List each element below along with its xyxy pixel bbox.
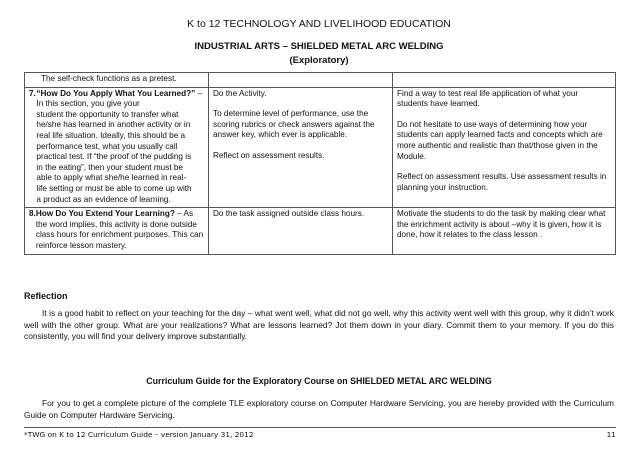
table-cell (209, 208, 393, 254)
step-text-line: practical test. If “the proof of the pudding is (36, 152, 192, 162)
table-cell (25, 87, 209, 208)
step-text-line: real life situation. Ideally, this should be a (36, 130, 186, 140)
curriculum-guide-paragraph: For you to get a complete picture of the complete TLE exploratory course on Computer Hardware Servicing, you are hereby provided with the Curriculum Guide on Computer Hardware Servicing. (24, 398, 614, 420)
table-cell (393, 208, 616, 254)
table-cell (25, 208, 209, 254)
table-cell (209, 87, 393, 208)
footer-version-note: *TWG on K to 12 Curriculum Guide – version January 31, 2012 (24, 430, 254, 439)
table-cell (209, 73, 393, 88)
document-header-title: K to 12 TECHNOLOGY AND LIVELIHOOD EDUCATION (187, 18, 451, 30)
teacher-action: Do the task assigned outside class hours. (213, 209, 365, 219)
step-text-line: a product as an evidence of learning. (36, 194, 171, 204)
page-number: 11 (606, 430, 616, 439)
table-cell (393, 87, 616, 208)
step-description (36, 209, 204, 251)
teacher-note: Reflect on assessment results. Use assessment results in planning your instruction. (397, 172, 607, 192)
step-text-line: able to apply what she/he learned in real- (36, 173, 187, 183)
step-number: 8. (29, 209, 36, 219)
step-text-line: life setting or must be able to come up with (36, 183, 192, 193)
teacher-note: Do not hesitate to use ways of determining how your students can apply learned facts and concepts which are more authentic and realistic than that/those given in the Module. (397, 119, 603, 161)
page-footer (24, 427, 616, 439)
cell-text: The self-check functions as a pretest. (41, 74, 177, 83)
reflection-heading: Reflection (24, 291, 68, 301)
table-row (25, 73, 616, 88)
lesson-guide-table (24, 72, 616, 255)
step-text: – As the word implies, this activity is done outside class hours for enrichment purposes. This can reinforce lesson mastery. (35, 209, 204, 250)
table-row (25, 87, 616, 208)
step-text-line: he/she has learned in another activity or in (36, 120, 191, 130)
teacher-note: Find a way to test real life application of what your students have learned. (397, 88, 579, 109)
table-cell (393, 73, 616, 88)
reflection-paragraph: It is a good habit to reflect on your teaching for the day – what went well, what did not go well, why this activity went well with this group, why it didn’t work well with the other group. What are your realizations? What are lessons learned? Jot them down in your diary. Commit them to your memory. If you do this consistently, you will find your delivery improve substantially. (24, 308, 614, 341)
step-number: 7. (29, 88, 36, 98)
step-7 (29, 89, 204, 206)
step-text-line: – In this section, you give your (36, 88, 203, 109)
step-8 (29, 209, 204, 251)
course-type: (Exploratory) (289, 55, 349, 66)
document-subheader (0, 40, 638, 68)
step-heading: “How Do You Apply What You Learned?” (36, 88, 196, 98)
course-title: INDUSTRIAL ARTS – SHIELDED METAL ARC WELDING (194, 41, 444, 52)
teacher-note: Motivate the students to do the task by making clear what the enrichment activity is about –why it is given, how it is done, how it relates to the class lesson . (397, 209, 606, 240)
step-text-line: student the opportunity to transfer what (36, 109, 179, 119)
teacher-action: Reflect on assessment results. (213, 150, 325, 160)
step-text-line: in the eating”, then your student must be (36, 162, 183, 172)
step-text-line: performance test, what you usually call (36, 141, 178, 151)
table-row (25, 208, 616, 254)
step-heading: How Do You Extend Your Learning? (35, 209, 175, 219)
step-description (36, 89, 204, 206)
table-cell (25, 73, 209, 88)
teacher-action: Do the Activity. (213, 88, 267, 98)
teacher-action: To determine level of performance, use the scoring rubrics or check answers against the answer key, which ever is applicable. (213, 109, 375, 140)
curriculum-guide-heading: Curriculum Guide for the Exploratory Course on SHIELDED METAL ARC WELDING (146, 376, 492, 386)
